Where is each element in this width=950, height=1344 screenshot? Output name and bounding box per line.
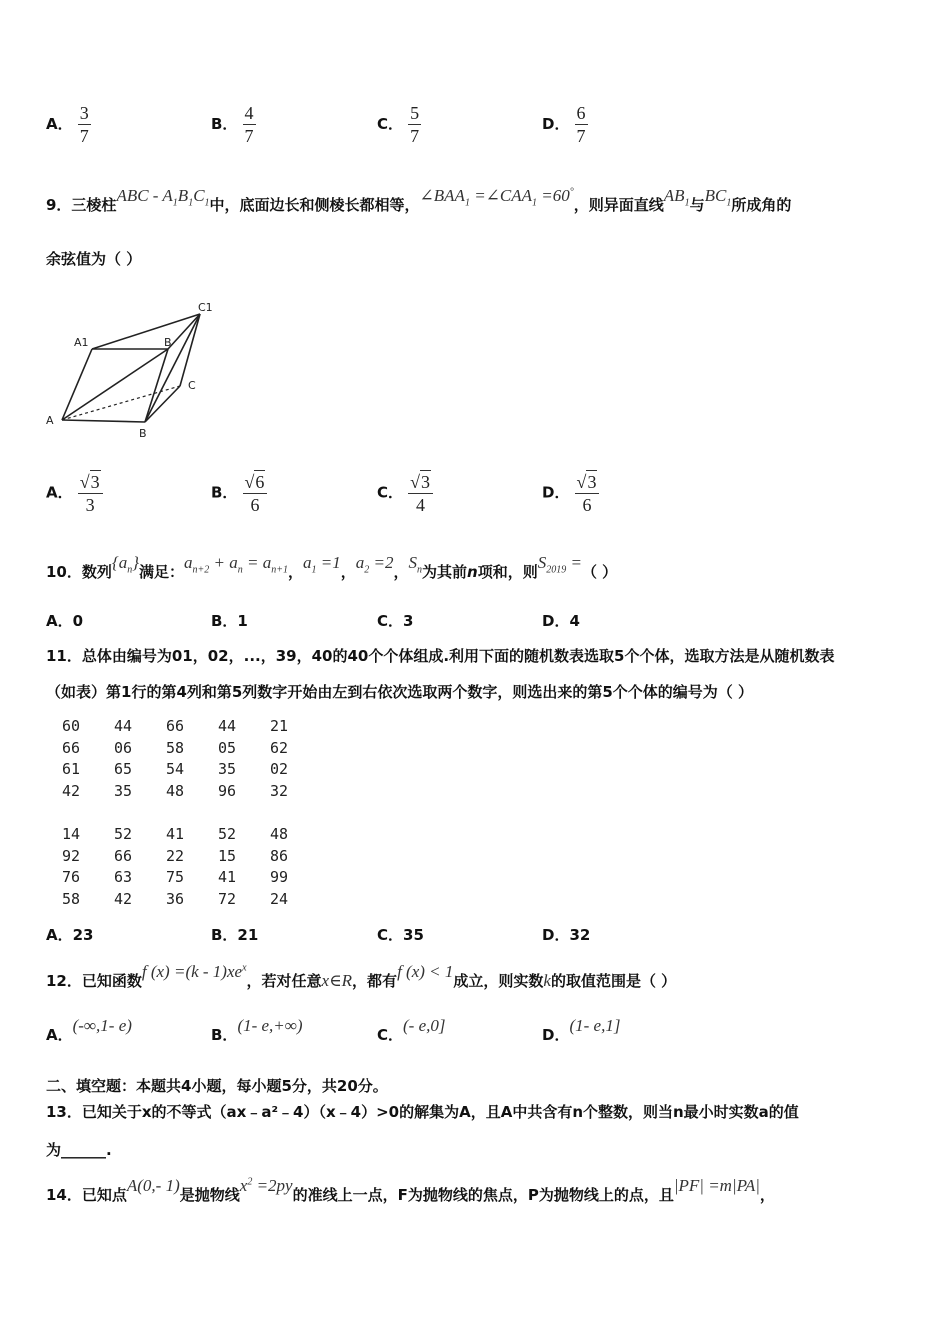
q11-stem-line2: （如表）第1行的第4列和第5列数字开始由左到右依次选取两个数字，则选出来的第5个个体的编号为（ ） [46, 683, 753, 701]
q10-option-c: C．3 [377, 612, 414, 630]
q9-option-c: C． √ 3 4 [377, 470, 433, 516]
q10-option-b: B．1 [211, 612, 248, 630]
table-row: 66 06 58 05 62 [62, 738, 289, 757]
q8-option-a: A． $\frac{3}{7}$ [46, 103, 89, 146]
fraction: $\frac{3}{7}$ [79, 103, 89, 146]
q12-option-d: D．(1- e,1] [542, 1016, 621, 1044]
edge-ab [62, 420, 145, 422]
q12-stem: 12．已知函数f $(x) =(k - 1)xe^x$，若对任意x∈R，都有f (x) < 1成立，则实数k的取值范围是（ ） [46, 962, 677, 990]
table-row: 58 42 36 72 24 [62, 889, 289, 908]
label-c: C [188, 379, 196, 392]
q14-stem: 14．已知点A(0,- 1)是抛物线$x^2 =2py$的准线上一点，F为抛物线的焦点，P为抛物线上的点，且|PF| =m|PA|， [46, 1176, 775, 1204]
table-row: 61 65 54 35 02 [62, 760, 289, 778]
q12-option-c: C．(- e,0] [377, 1016, 446, 1044]
q8-option-b: B． $\frac{4}{7}$ [211, 103, 254, 146]
random-number-table-2 [62, 824, 322, 910]
q11-option-a: A．23 [46, 926, 94, 944]
table-row: 14 52 41 52 48 [62, 825, 289, 843]
fraction: $\frac{4}{7}$ [244, 103, 254, 146]
q10-stem: 10．数列$\{a_n\}$满足：$a_{n+2} + a_n = a_{n+1}$，$a_1 =1$，$a_2 =2$，$S_n$为其前n项和，则$S_{2019}$ =（ ） [46, 553, 618, 581]
fraction: √ 6 6 [243, 470, 268, 516]
table-row: 42 35 48 96 32 [62, 781, 289, 800]
section-title: 二、填空题：本题共4小题，每小题5分，共20分。 [46, 1077, 388, 1095]
table-row: 60 44 66 44 21 [62, 717, 289, 735]
prism-figure [40, 298, 225, 443]
q11-option-c: C．35 [377, 926, 424, 944]
q10-option-d: D．4 [542, 612, 580, 630]
q12-option-b: B．(1- e,+∞) [211, 1016, 303, 1044]
q8-option-d: D． $\frac{6}{7}$ [542, 103, 586, 146]
q8-option-c: C． $\frac{5}{7}$ [377, 103, 420, 146]
label-a: A [46, 414, 54, 427]
q10-option-a: A．0 [46, 612, 84, 630]
table-row: 92 66 22 15 86 [62, 846, 289, 865]
q9-option-a: A． √ 3 3 [46, 470, 103, 516]
fraction: √ 3 4 [408, 470, 433, 516]
q9-option-b: B． √ 6 6 [211, 470, 267, 516]
q13-stem-line2: 为______. [46, 1141, 112, 1159]
q13-stem-line1: 13．已知关于x的不等式（ax﹣a²﹣4）（x﹣4）>0的解集为A，且A中共含有n个整数，则当n最小时实数a的值 [46, 1103, 799, 1121]
q9-stem-line1: 9．三棱柱ABC - $A_1B_1C_1$中，底面边长和侧棱长都相等，$\angle BAA_1$ $=\angle CAA_1 =60^\circ$，则异面直线$AB_1$与$BC_1$所成角的 [46, 186, 792, 214]
fraction: √ 3 6 [575, 470, 600, 516]
q11-option-d: D．32 [542, 926, 591, 944]
fraction: $\frac{6}{7}$ [576, 103, 586, 146]
edge-ac-hidden [62, 386, 180, 420]
fraction: √ 3 3 [78, 470, 103, 516]
label-c1: C1 [198, 301, 213, 314]
label-b1: B [164, 336, 172, 349]
label-b: B [139, 427, 147, 440]
q9-stem-line2: 余弦值为（ ） [46, 250, 142, 268]
q11-option-b: B．21 [211, 926, 259, 944]
random-number-table-1 [62, 716, 322, 802]
q11-stem-line1: 11．总体由编号为01，02，...，39，40的40个个体组成.利用下面的随机数表选取5个个体，选取方法是从随机数表 [46, 647, 835, 665]
label-a1: A1 [74, 336, 89, 349]
q9-option-d: D． √ 3 6 [542, 470, 599, 516]
q12-option-a: A．(-∞,1- e) [46, 1016, 132, 1044]
table-row: 76 63 75 41 99 [62, 868, 289, 886]
edge-bc1 [145, 314, 200, 422]
fraction: $\frac{5}{7}$ [410, 103, 420, 146]
